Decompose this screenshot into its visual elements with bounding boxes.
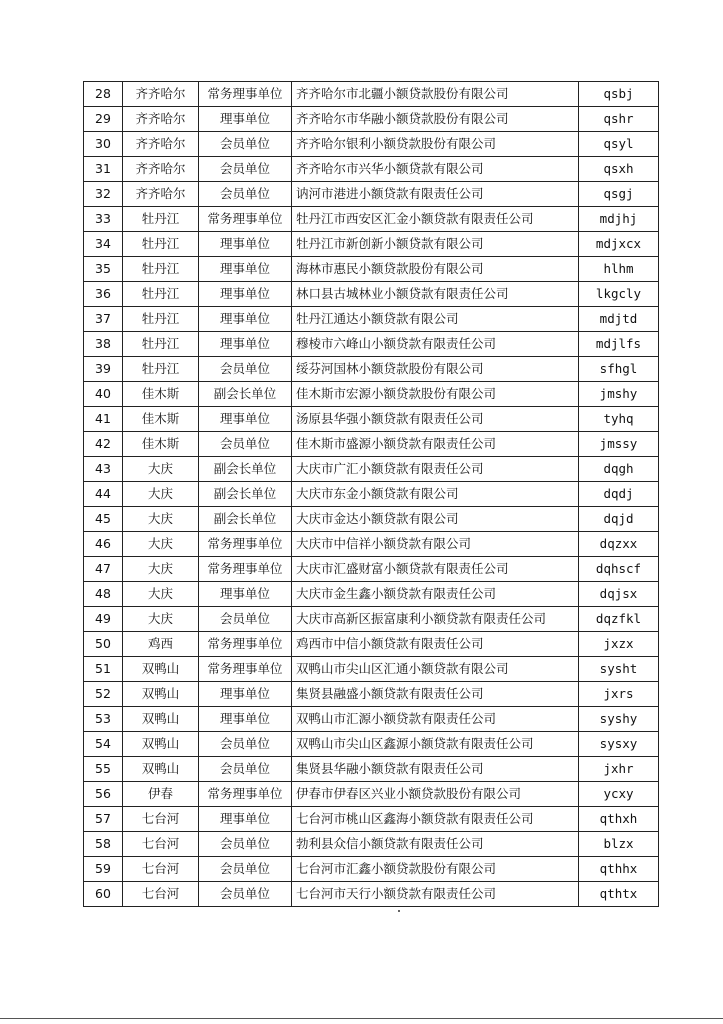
row-company-name: 大庆市金达小额贷款有限公司	[292, 507, 579, 532]
row-number: 47	[84, 557, 123, 582]
row-company-name: 海林市惠民小额贷款股份有限公司	[292, 257, 579, 282]
table-row	[84, 382, 659, 407]
row-company-name: 齐齐哈尔市兴华小额贷款有限公司	[292, 157, 579, 182]
row-company-name: 集贤县融盛小额贷款有限责任公司	[292, 682, 579, 707]
row-code: tyhq	[579, 407, 659, 432]
row-code: qshr	[579, 107, 659, 132]
row-code: qsyl	[579, 132, 659, 157]
row-role: 常务理事单位	[199, 782, 292, 807]
row-company-name: 牡丹江市新创新小额贷款有限公司	[292, 232, 579, 257]
row-city: 七台河	[123, 807, 199, 832]
row-role: 常务理事单位	[199, 657, 292, 682]
row-city: 佳木斯	[123, 382, 199, 407]
row-city: 伊春	[123, 782, 199, 807]
row-number: 33	[84, 207, 123, 232]
row-city: 齐齐哈尔	[123, 107, 199, 132]
row-code: blzx	[579, 832, 659, 857]
row-number: 53	[84, 707, 123, 732]
row-company-name: 大庆市金生鑫小额贷款有限责任公司	[292, 582, 579, 607]
row-company-name: 双鸭山市尖山区鑫源小额贷款有限责任公司	[292, 732, 579, 757]
row-role: 理事单位	[199, 807, 292, 832]
row-number: 42	[84, 432, 123, 457]
row-company-name: 七台河市天行小额贷款有限责任公司	[292, 882, 579, 907]
table-row	[84, 882, 659, 907]
row-city: 大庆	[123, 557, 199, 582]
table-row	[84, 257, 659, 282]
row-company-name: 穆棱市六峰山小额贷款有限责任公司	[292, 332, 579, 357]
row-city: 牡丹江	[123, 232, 199, 257]
table-row	[84, 757, 659, 782]
row-role: 理事单位	[199, 407, 292, 432]
row-code: dqdj	[579, 482, 659, 507]
row-code: mdjxcx	[579, 232, 659, 257]
row-city: 七台河	[123, 882, 199, 907]
row-company-name: 齐齐哈尔市北疆小额贷款股份有限公司	[292, 82, 579, 107]
row-number: 40	[84, 382, 123, 407]
row-role: 会员单位	[199, 357, 292, 382]
row-city: 双鸭山	[123, 732, 199, 757]
row-number: 30	[84, 132, 123, 157]
row-role: 会员单位	[199, 757, 292, 782]
table-row	[84, 457, 659, 482]
table-row	[84, 732, 659, 757]
row-number: 54	[84, 732, 123, 757]
member-table	[83, 81, 659, 907]
row-city: 双鸭山	[123, 757, 199, 782]
row-number: 58	[84, 832, 123, 857]
table-row	[84, 307, 659, 332]
row-number: 52	[84, 682, 123, 707]
row-city: 大庆	[123, 607, 199, 632]
row-role: 理事单位	[199, 232, 292, 257]
row-number: 48	[84, 582, 123, 607]
row-company-name: 佳木斯市宏源小额贷款股份有限公司	[292, 382, 579, 407]
row-role: 理事单位	[199, 257, 292, 282]
row-number: 56	[84, 782, 123, 807]
row-code: dqhscf	[579, 557, 659, 582]
row-city: 鸡西	[123, 632, 199, 657]
row-company-name: 大庆市东金小额贷款有限公司	[292, 482, 579, 507]
table-row	[84, 707, 659, 732]
row-role: 副会长单位	[199, 457, 292, 482]
row-role: 会员单位	[199, 607, 292, 632]
row-role: 会员单位	[199, 132, 292, 157]
table-row	[84, 107, 659, 132]
row-code: mdjhj	[579, 207, 659, 232]
row-role: 理事单位	[199, 707, 292, 732]
row-company-name: 讷河市港进小额贷款有限责任公司	[292, 182, 579, 207]
row-code: syshy	[579, 707, 659, 732]
row-code: lkgcly	[579, 282, 659, 307]
row-code: dqzxx	[579, 532, 659, 557]
row-role: 常务理事单位	[199, 532, 292, 557]
row-company-name: 大庆市中信祥小额贷款有限公司	[292, 532, 579, 557]
row-city: 牡丹江	[123, 207, 199, 232]
table-row	[84, 432, 659, 457]
row-number: 45	[84, 507, 123, 532]
row-city: 大庆	[123, 482, 199, 507]
row-code: jxrs	[579, 682, 659, 707]
table-row	[84, 532, 659, 557]
row-company-name: 汤原县华强小额贷款有限责任公司	[292, 407, 579, 432]
table-row	[84, 132, 659, 157]
row-role: 理事单位	[199, 307, 292, 332]
row-company-name: 大庆市广汇小额贷款有限责任公司	[292, 457, 579, 482]
row-number: 60	[84, 882, 123, 907]
row-city: 双鸭山	[123, 707, 199, 732]
table-row	[84, 857, 659, 882]
row-role: 会员单位	[199, 182, 292, 207]
row-city: 齐齐哈尔	[123, 157, 199, 182]
table-row	[84, 232, 659, 257]
row-company-name: 伊春市伊春区兴业小额贷款股份有限公司	[292, 782, 579, 807]
row-code: hlhm	[579, 257, 659, 282]
table-row	[84, 657, 659, 682]
row-city: 佳木斯	[123, 432, 199, 457]
row-city: 大庆	[123, 582, 199, 607]
row-city: 大庆	[123, 532, 199, 557]
row-city: 齐齐哈尔	[123, 82, 199, 107]
table-row	[84, 632, 659, 657]
row-company-name: 勃利县众信小额贷款有限责任公司	[292, 832, 579, 857]
row-number: 35	[84, 257, 123, 282]
member-table-body	[84, 82, 659, 907]
row-role: 理事单位	[199, 107, 292, 132]
row-code: qsbj	[579, 82, 659, 107]
row-number: 29	[84, 107, 123, 132]
row-code: dqjd	[579, 507, 659, 532]
row-company-name: 林口县古城林业小额贷款有限责任公司	[292, 282, 579, 307]
row-code: sysht	[579, 657, 659, 682]
row-city: 牡丹江	[123, 257, 199, 282]
row-number: 41	[84, 407, 123, 432]
row-role: 会员单位	[199, 432, 292, 457]
row-city: 牡丹江	[123, 307, 199, 332]
table-row	[84, 157, 659, 182]
table-row	[84, 332, 659, 357]
table-row	[84, 207, 659, 232]
row-city: 七台河	[123, 857, 199, 882]
row-number: 37	[84, 307, 123, 332]
table-row	[84, 582, 659, 607]
table-row	[84, 682, 659, 707]
row-number: 38	[84, 332, 123, 357]
table-row	[84, 557, 659, 582]
row-role: 理事单位	[199, 582, 292, 607]
row-city: 牡丹江	[123, 282, 199, 307]
row-number: 49	[84, 607, 123, 632]
row-role: 理事单位	[199, 332, 292, 357]
table-row	[84, 82, 659, 107]
row-city: 齐齐哈尔	[123, 182, 199, 207]
row-role: 会员单位	[199, 832, 292, 857]
row-code: dqzfkl	[579, 607, 659, 632]
row-number: 43	[84, 457, 123, 482]
row-code: jxzx	[579, 632, 659, 657]
row-code: qsxh	[579, 157, 659, 182]
row-company-name: 大庆市汇盛财富小额贷款有限责任公司	[292, 557, 579, 582]
row-city: 大庆	[123, 507, 199, 532]
row-number: 57	[84, 807, 123, 832]
row-number: 31	[84, 157, 123, 182]
row-code: qthxh	[579, 807, 659, 832]
row-number: 34	[84, 232, 123, 257]
row-code: jxhr	[579, 757, 659, 782]
bottom-rule	[0, 1018, 723, 1019]
row-code: jmshy	[579, 382, 659, 407]
row-company-name: 鸡西市中信小额贷款有限责任公司	[292, 632, 579, 657]
row-number: 59	[84, 857, 123, 882]
row-company-name: 绥芬河国林小额贷款股份有限公司	[292, 357, 579, 382]
row-number: 50	[84, 632, 123, 657]
table-row	[84, 357, 659, 382]
row-company-name: 七台河市桃山区鑫海小额贷款有限责任公司	[292, 807, 579, 832]
row-role: 理事单位	[199, 682, 292, 707]
row-role: 常务理事单位	[199, 557, 292, 582]
table-row	[84, 807, 659, 832]
table-row	[84, 482, 659, 507]
row-role: 副会长单位	[199, 382, 292, 407]
row-number: 28	[84, 82, 123, 107]
row-role: 副会长单位	[199, 507, 292, 532]
row-company-name: 双鸭山市汇源小额贷款有限责任公司	[292, 707, 579, 732]
row-city: 牡丹江	[123, 357, 199, 382]
table-row	[84, 607, 659, 632]
row-city: 齐齐哈尔	[123, 132, 199, 157]
row-code: mdjlfs	[579, 332, 659, 357]
row-city: 牡丹江	[123, 332, 199, 357]
row-role: 会员单位	[199, 157, 292, 182]
row-code: dqgh	[579, 457, 659, 482]
row-code: sysxy	[579, 732, 659, 757]
table-row	[84, 407, 659, 432]
row-number: 32	[84, 182, 123, 207]
row-code: ycxy	[579, 782, 659, 807]
row-company-name: 齐齐哈尔市华融小额贷款股份有限公司	[292, 107, 579, 132]
row-role: 会员单位	[199, 857, 292, 882]
row-code: mdjtd	[579, 307, 659, 332]
table-row	[84, 507, 659, 532]
row-city: 双鸭山	[123, 657, 199, 682]
table-row	[84, 782, 659, 807]
row-role: 常务理事单位	[199, 207, 292, 232]
row-role: 副会长单位	[199, 482, 292, 507]
row-company-name: 集贤县华融小额贷款有限责任公司	[292, 757, 579, 782]
row-code: sfhgl	[579, 357, 659, 382]
scan-mark	[398, 910, 400, 912]
row-company-name: 牡丹江市西安区汇金小额贷款有限责任公司	[292, 207, 579, 232]
row-code: jmssy	[579, 432, 659, 457]
row-code: dqjsx	[579, 582, 659, 607]
row-company-name: 牡丹江通达小额贷款有限公司	[292, 307, 579, 332]
row-company-name: 大庆市高新区振富康利小额贷款有限责任公司	[292, 607, 579, 632]
row-number: 46	[84, 532, 123, 557]
row-company-name: 佳木斯市盛源小额贷款有限责任公司	[292, 432, 579, 457]
row-role: 会员单位	[199, 882, 292, 907]
row-number: 55	[84, 757, 123, 782]
row-city: 佳木斯	[123, 407, 199, 432]
table-row	[84, 282, 659, 307]
row-number: 36	[84, 282, 123, 307]
row-number: 51	[84, 657, 123, 682]
row-code: qthhx	[579, 857, 659, 882]
row-role: 理事单位	[199, 282, 292, 307]
row-city: 大庆	[123, 457, 199, 482]
row-role: 会员单位	[199, 732, 292, 757]
row-number: 44	[84, 482, 123, 507]
row-company-name: 齐齐哈尔银利小额贷款股份有限公司	[292, 132, 579, 157]
row-company-name: 双鸭山市尖山区汇通小额贷款有限公司	[292, 657, 579, 682]
row-city: 七台河	[123, 832, 199, 857]
row-company-name: 七台河市汇鑫小额贷款股份有限公司	[292, 857, 579, 882]
table-row	[84, 832, 659, 857]
row-number: 39	[84, 357, 123, 382]
table-row	[84, 182, 659, 207]
row-code: qsgj	[579, 182, 659, 207]
row-city: 双鸭山	[123, 682, 199, 707]
row-role: 常务理事单位	[199, 632, 292, 657]
row-code: qthtx	[579, 882, 659, 907]
row-role: 常务理事单位	[199, 82, 292, 107]
